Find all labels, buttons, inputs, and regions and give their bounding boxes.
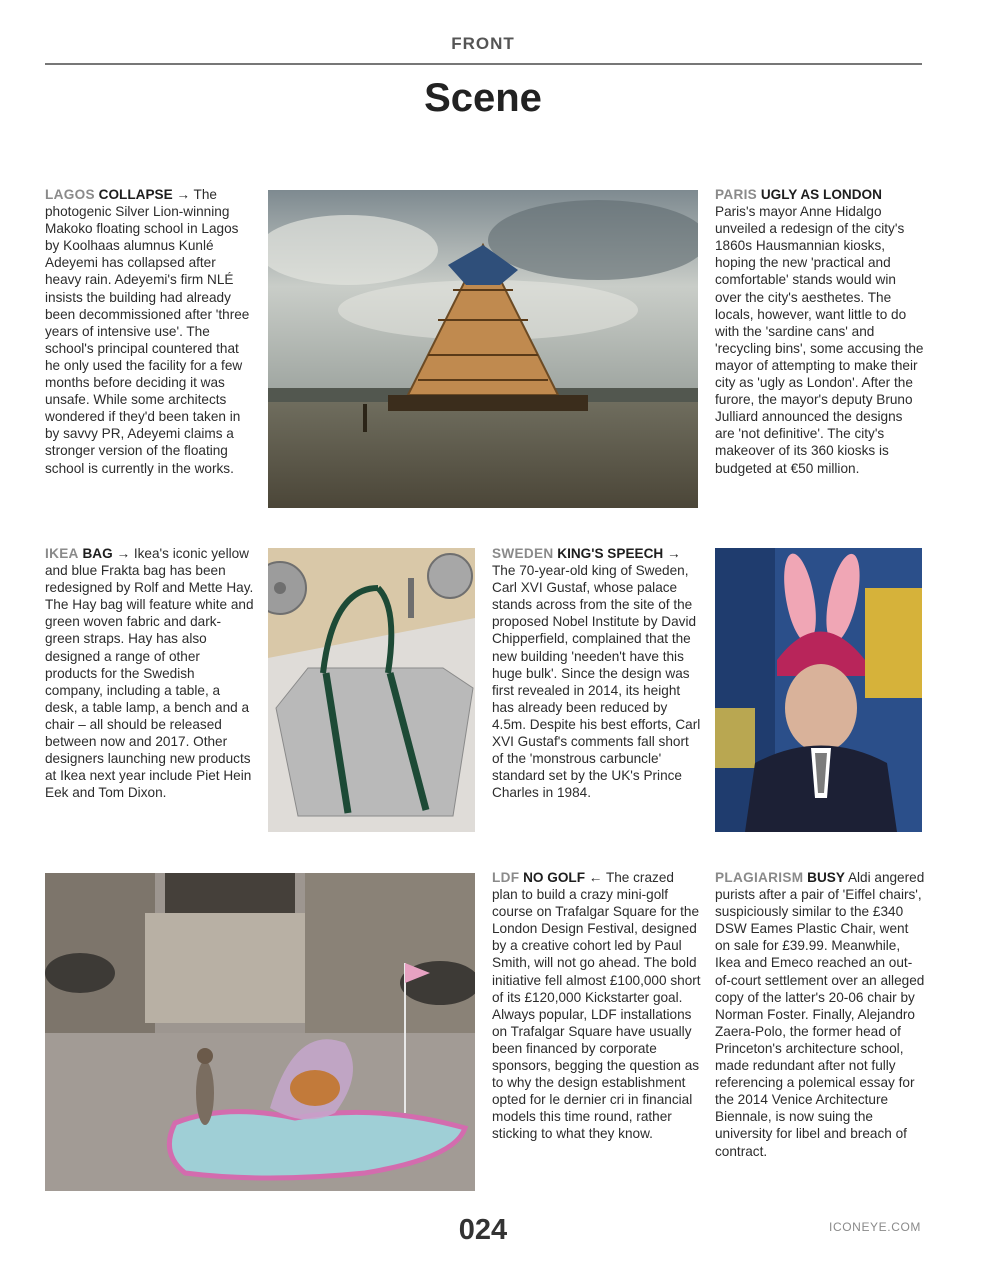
- trafalgar-minigolf-photo: [45, 873, 475, 1191]
- article-sweden: [492, 545, 702, 801]
- article-paris: [715, 186, 925, 477]
- article-headline: UGLY AS LONDON: [760, 187, 882, 202]
- article-kicker: PARIS: [715, 187, 758, 202]
- article-body: Ikea's iconic yellow and blue Frakta bag has been redesigned by Rolf and Mette Hay. The Hay bag will feature white and green woven fabric and dark-green straps. Hay has also designed a range of other products for the Swedish company, including a table, a desk, a table lamp, a bench and a chair – all should be released between now and 2017. Other designers launching new products at Ikea next year include Piet Hein Eek and Tom Dixon.: [45, 546, 254, 801]
- section-label: FRONT: [451, 34, 515, 53]
- article-headline: BAG →: [82, 546, 131, 561]
- article-body: The crazed plan to build a crazy mini-golf course on Trafalgar Square for the London Design Festival, designed by a creative cohort led by Paul Smith, will not go ahead. The bold initiative fell almost £100,000 short of its £120,000 Kickstarter goal. Always popular, LDF installations on Trafalgar Square have usually been financed by corporate sponsors, begging the question as to why the design establishment opted for le dernier cri in financial models this time round, rather sticking to what they know.: [492, 870, 701, 1142]
- article-body: The photogenic Silver Lion-winning Makoko floating school in Lagos by Koolhaas alumnus Kunlé Adeyemi has collapsed after heavy rain. Adeyemi's firm NLÉ insists the building had already been decommissioned after 'three years of intensive use'. The school's principal countered that he only used the facility for a few months before deciding it was unsafe. While some architects wondered if they'd been taken in by savvy PR, Adeyemi claims a stronger version of the floating school is currently in the works.: [45, 187, 250, 476]
- article-kicker: IKEA: [45, 546, 79, 561]
- article-headline: KING'S SPEECH →: [557, 546, 681, 561]
- page-number: 024: [458, 1214, 508, 1246]
- article-headline: COLLAPSE →: [98, 187, 191, 202]
- article-body: Paris's mayor Anne Hidalgo unveiled a redesign of the city's 1860s Hausmannian kiosks, hoping the new 'practical and comfortable' stands would win over the city's aesthetes. The locals, however, want little to do with the 'sardine cans' and 'recycling bins', some accusing the mayor of attempting to make their city as 'ugly as London'. After the furore, the mayor's deputy Bruno Julliard announced the designs are 'not definitive'. The city's makeover of its 360 kiosks is budgeted at €50 million.: [715, 204, 924, 476]
- article-headline: BUSY: [807, 870, 845, 885]
- header-rule: [45, 63, 922, 65]
- article-kicker: PLAGIARISM: [715, 870, 804, 885]
- article-body: The 70-year-old king of Sweden, Carl XVI Gustaf, whose palace stands across from the site of the proposed Nobel Institute by David Chipperfield, complained that the new building 'needen't have this huge bulk'. Since the design was first revealed in 2014, its height has already been reduced by 4.5m. Despite his best efforts, Carl XVI Gustaf's comments fall short of the 'monstrous carbuncle' standard set by the UK's Prince Charles in 1984.: [492, 563, 701, 801]
- article-kicker: LDF: [492, 870, 520, 885]
- article-headline: NO GOLF ←: [523, 870, 603, 885]
- article-kicker: LAGOS: [45, 187, 95, 202]
- floating-school-photo: [268, 190, 698, 508]
- page-title: Scene: [424, 76, 542, 120]
- article-lagos: [45, 186, 255, 477]
- article-kicker: SWEDEN: [492, 546, 554, 561]
- article-ikea: [45, 545, 255, 801]
- article-body: Aldi angered purists after a pair of 'Eiffel chairs', suspiciously similar to the £340 DSW Eames Plastic Chair, went on sale for £39.99. Meanwhile, Ikea and Emeco reached an out-of-court settlement over an alleged copy of the latter's 20-06 chair by Norman Foster. Finally, Alejandro Zaera-Polo, the former head of Princeton's architecture school, made redundant after not fully referencing a polemical essay for the 2014 Venice Architecture Biennale, is now suing the university for libel and breach of contract.: [715, 870, 925, 1159]
- king-portrait-photo: [715, 548, 922, 832]
- article-plagiarism: [715, 869, 925, 1160]
- site-url[interactable]: ICONEYE.COM: [829, 1220, 921, 1234]
- hay-bag-photo: [268, 548, 475, 832]
- article-ldf: [492, 869, 702, 1143]
